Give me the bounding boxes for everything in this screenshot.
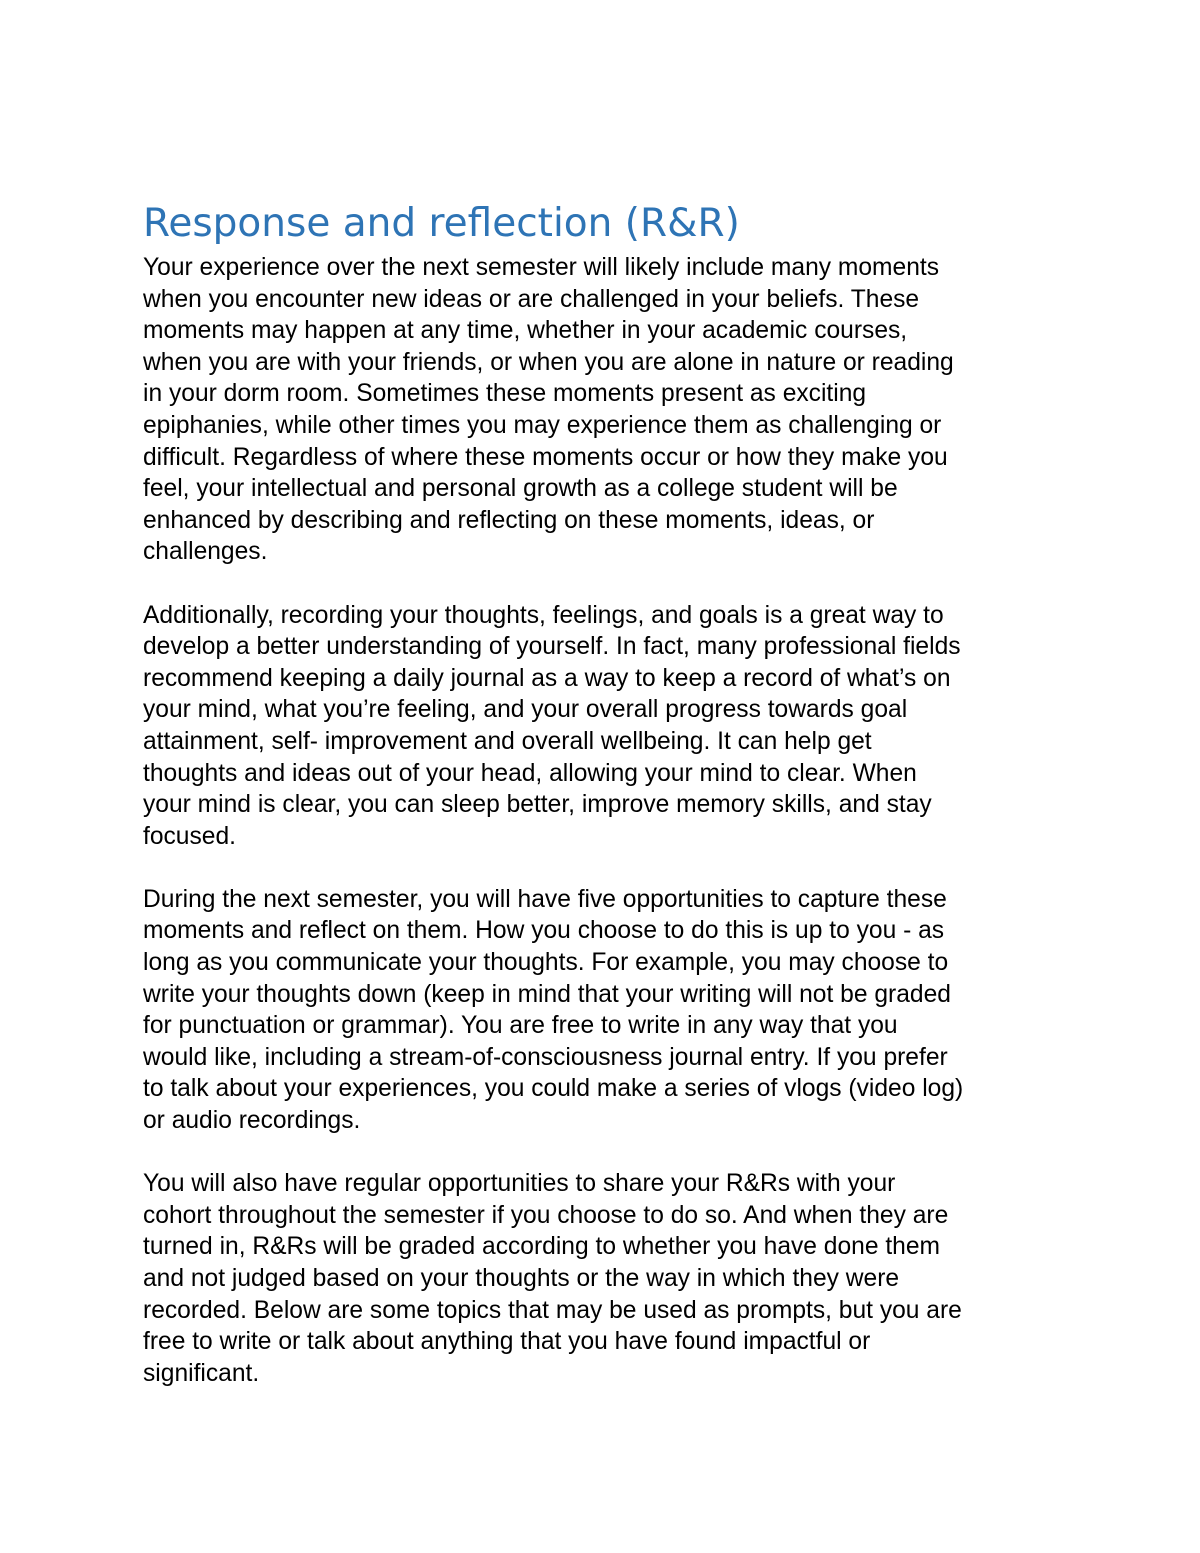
text-line: moments and reflect on them. How you choose to do this is up to you - as	[143, 917, 945, 945]
text-line: develop a better understanding of yourself. In fact, many professional fields	[143, 633, 961, 661]
paragraph-4	[143, 1168, 1063, 1389]
text-line: enhanced by describing and reflecting on these moments, ideas, or	[143, 506, 875, 534]
text-line: During the next semester, you will have five opportunities to capture these	[143, 885, 947, 913]
text-line: cohort throughout the semester if you choose to do so. And when they are	[143, 1201, 949, 1229]
text-line: free to write or talk about anything that you have found impactful or	[143, 1328, 871, 1356]
text-line: turned in, R&Rs will be graded according to whether you have done them	[143, 1233, 941, 1261]
text-line: long as you communicate your thoughts. For example, you may choose to	[143, 949, 949, 977]
text-line: You will also have regular opportunities to share your R&Rs with your	[143, 1170, 896, 1198]
text-line: when you are with your friends, or when you are alone in nature or reading	[143, 348, 954, 376]
text-line: epiphanies, while other times you may experience them as challenging or	[143, 411, 942, 439]
text-line: would like, including a stream-of-consciousness journal entry. If you prefer	[143, 1043, 948, 1071]
text-line: or audio recordings.	[143, 1107, 361, 1135]
text-line: thoughts and ideas out of your head, allowing your mind to clear. When	[143, 759, 917, 787]
paragraph-list	[143, 252, 1063, 1389]
text-line: Additionally, recording your thoughts, feelings, and goals is a great way to	[143, 601, 944, 629]
text-line: challenges.	[143, 538, 268, 566]
text-line: focused.	[143, 822, 236, 850]
text-line: your mind is clear, you can sleep better, improve memory skills, and stay	[143, 791, 932, 819]
text-line: feel, your intellectual and personal growth as a college student will be	[143, 475, 898, 503]
paragraph-3	[143, 884, 1063, 1137]
text-line: attainment, self- improvement and overall wellbeing. It can help get	[143, 727, 872, 755]
text-line: and not judged based on your thoughts or the way in which they were	[143, 1265, 900, 1292]
text-line: when you encounter new ideas or are challenged in your beliefs. These	[143, 285, 920, 313]
text-line: write your thoughts down (keep in mind that your writing will not be graded	[143, 980, 951, 1008]
page-title: Response and reflection (R&R)	[143, 201, 740, 246]
text-line: difficult. Regardless of where these moments occur or how they make you	[143, 443, 948, 471]
text-line: moments may happen at any time, whether in your academic courses,	[143, 317, 908, 345]
document-body	[143, 196, 1063, 1389]
text-line: Your experience over the next semester will likely include many moments	[143, 254, 940, 281]
paragraph-1	[143, 252, 1063, 568]
text-line: recorded. Below are some topics that may be used as prompts, but you are	[143, 1296, 962, 1324]
text-line: recommend keeping a daily journal as a way to keep a record of what’s on	[143, 664, 951, 692]
text-line: to talk about your experiences, you could make a series of vlogs (video log)	[143, 1075, 964, 1103]
text-line: in your dorm room. Sometimes these moments present as exciting	[143, 380, 867, 408]
text-line: significant.	[143, 1359, 260, 1387]
text-line: your mind, what you’re feeling, and your overall progress towards goal	[143, 696, 908, 724]
paragraph-2	[143, 600, 1063, 853]
text-line: for punctuation or grammar). You are free to write in any way that you	[143, 1012, 898, 1040]
